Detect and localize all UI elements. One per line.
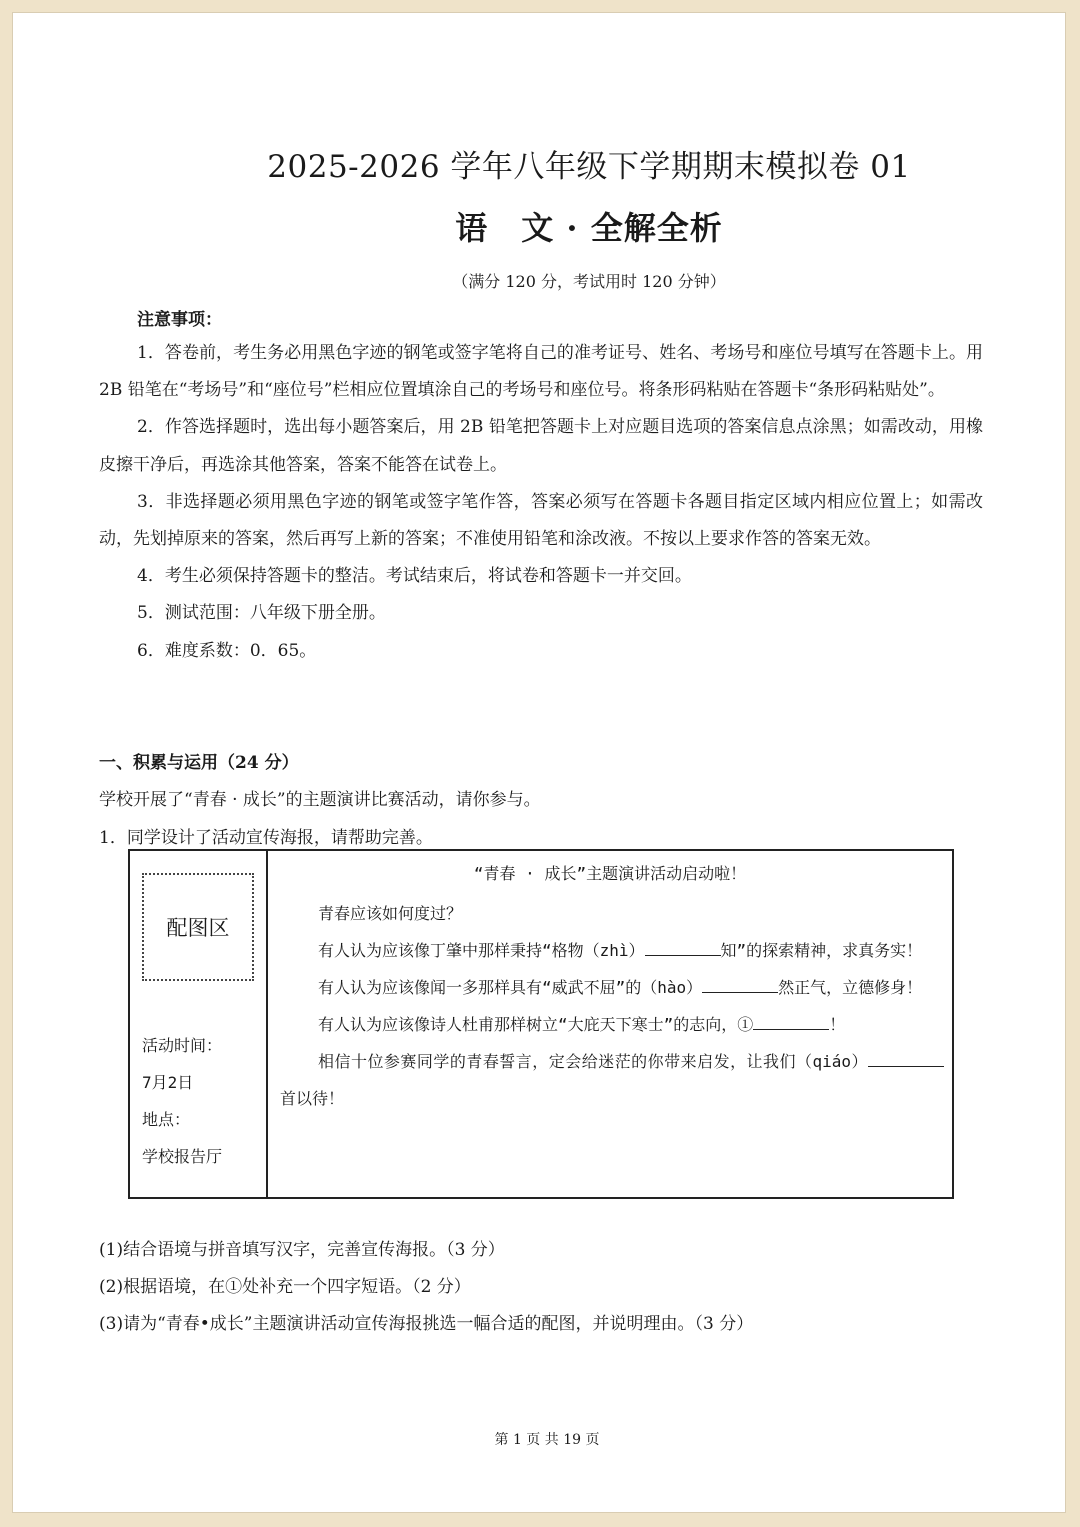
poster-text: 知”的探索精神，求真务实！: [720, 941, 923, 960]
poster-paragraph: [280, 969, 944, 1006]
section-heading: 一、积累与运用（24 分）: [99, 753, 299, 773]
poster-text: 有人认为应该像丁肇中那样秉持“格物（zhì）: [318, 941, 645, 960]
notes-list: [99, 335, 983, 670]
answer-blank[interactable]: [868, 1050, 944, 1067]
poster-text: 有人认为应该像闻一多那样具有“威武不屈”的（hào）: [318, 978, 703, 997]
poster-text: ！: [829, 1015, 846, 1034]
sub-question-3: (3)请为“青春•成长”主题演讲活动宣传海报挑选一幅合适的配图，并说明理由。（3 分）: [99, 1314, 754, 1334]
poster-title: “青春 · 成长”主题演讲活动启动啦！: [473, 864, 747, 883]
poster-left-panel: [130, 851, 268, 1197]
note-item: 2．作答选择题时，选出每小题答案后，用 2B 铅笔把答题卡上对应题目选项的答案信息点涂黑；如需改动，用橡皮擦干净后，再选涂其他答案，答案不能答在试卷上。: [99, 417, 983, 475]
answer-blank[interactable]: [753, 1013, 829, 1030]
note-item: 6．难度系数：0．65。: [137, 640, 317, 661]
time-label: 活动时间：: [142, 1036, 223, 1055]
poster-text: 青春应该如何度过？: [318, 904, 463, 923]
poster-text: 然正气，立德修身！: [778, 978, 923, 997]
poster-text: 相信十位参赛同学的青春誓言，定会给迷茫的你带来启发，让我们（qiáo）: [318, 1052, 868, 1071]
exam-page: [12, 12, 1066, 1513]
score-note: （满分 120 分，考试用时 120 分钟）: [452, 272, 726, 291]
poster-paragraph: [280, 932, 944, 969]
answer-blank[interactable]: [645, 939, 721, 956]
image-placeholder: 配图区: [142, 873, 254, 981]
note-item: 4．考生必须保持答题卡的整洁。考试结束后，将试卷和答题卡一并交回。: [137, 566, 692, 587]
note-item: 5．测试范围：八年级下册全册。: [137, 603, 386, 624]
poster-text: 有人认为应该像诗人杜甫那样树立“大庇天下寒士”的志向，①: [318, 1015, 754, 1034]
poster-paragraph: [280, 1006, 944, 1043]
notes-heading: 注意事项：: [137, 310, 222, 330]
note-item: 3．非选择题必须用黑色字迹的钢笔或签字笔作答，答案必须写在答题卡各题目指定区域内相应位置上；如需改动，先划掉原来的答案，然后再写上新的答案；不准使用铅笔和涂改液。不按以上要求作答的答案无效。: [99, 491, 983, 550]
page-footer: 第 1 页 共 19 页: [494, 1432, 600, 1448]
question-1: 1．同学设计了活动宣传海报，请帮助完善。: [99, 828, 433, 848]
answer-blank[interactable]: [702, 976, 778, 993]
poster-right-panel: [268, 851, 952, 1197]
activity-poster: [128, 849, 954, 1199]
poster-text: 首以待！: [280, 1089, 345, 1108]
place-value: 学校报告厅: [142, 1147, 223, 1166]
sub-question-2: (2)根据语境，在①处补充一个四字短语。（2 分）: [99, 1277, 471, 1297]
poster-body: [280, 895, 944, 1117]
exam-title: 2025-2026 学年八年级下学期期末模拟卷 01: [267, 149, 911, 185]
section-intro: 学校开展了“青春 · 成长”的主题演讲比赛活动，请你参与。: [99, 790, 541, 810]
poster-paragraph: [280, 895, 944, 932]
place-label: 地点：: [142, 1110, 191, 1129]
time-value: 7月2日: [142, 1073, 194, 1092]
note-item: 1．答卷前，考生务必用黑色字迹的钢笔或签字笔将自己的准考证号、姓名、考场号和座位号填写在答题卡上。用 2B 铅笔在“考场号”和“座位号”栏相应位置填涂自己的考场号和座位号。将条形码粘贴在答题卡“条形码粘贴处”。: [99, 343, 983, 401]
exam-subtitle: 语 文 · 全解全析: [455, 209, 723, 247]
poster-paragraph: [280, 1043, 944, 1117]
sub-question-1: (1)结合语境与拼音填写汉字，完善宣传海报。（3 分）: [99, 1240, 505, 1260]
